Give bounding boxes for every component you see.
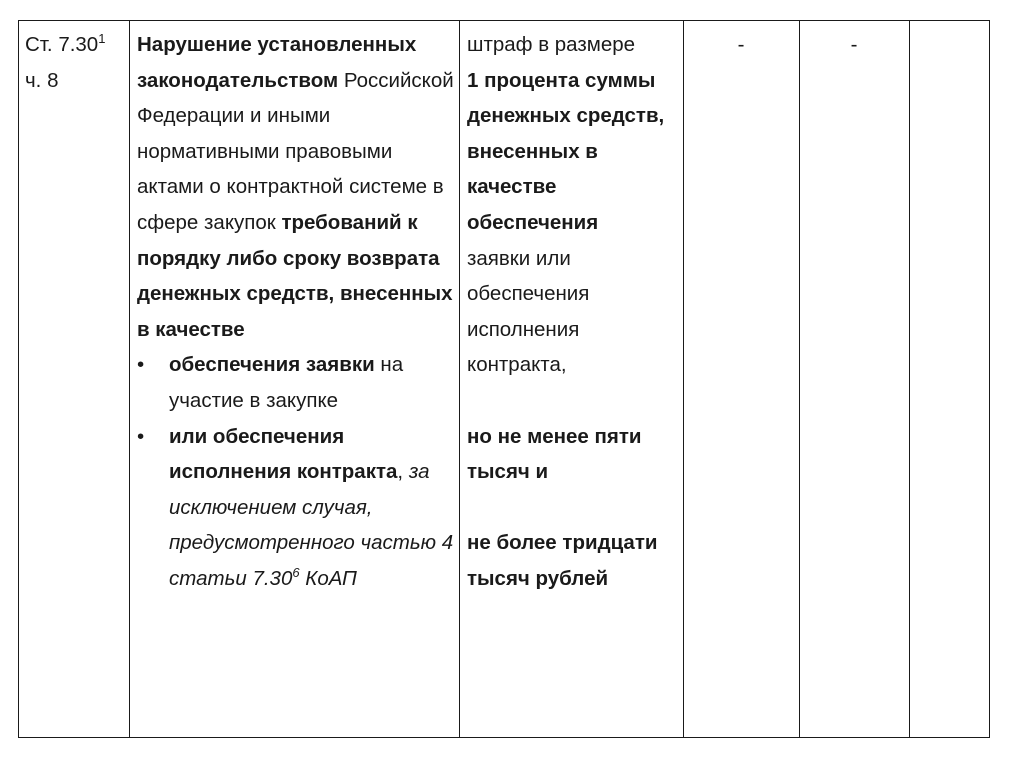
column5-cell: -: [850, 33, 858, 56]
bullet2-bold: или обеспечения исполнения контракта: [169, 424, 398, 484]
violation-bold-lead: Нарушение установленных законодательством: [137, 33, 417, 92]
violation-bold-main: требований к порядку либо сроку возврата денежных средств, внесенных в качестве: [137, 210, 453, 341]
bullet1-bold: обеспечения заявки: [169, 353, 375, 377]
penalty-bold-percent: 1 процента суммы денежных средств, внесенных в качестве обеспечения: [467, 68, 665, 234]
penalty-plain-2: заявки или обеспечения исполнения контракта,: [467, 246, 590, 377]
bullet-icon: •: [137, 353, 145, 377]
bullet-icon: •: [137, 424, 145, 448]
penalty-minimum: но не менее пяти тысяч и: [467, 424, 642, 484]
penalty-cell: [467, 27, 679, 597]
violation-plain-text: Российской Федерации и иными нормативными правовыми актами о контрактной системе в сфере закупок: [137, 68, 454, 234]
legal-table: [18, 20, 990, 738]
violation-description: [137, 27, 455, 347]
bullet1-plain: на участие в закупке: [169, 353, 404, 412]
article-number: Ст. 7.30$^1$: [25, 31, 106, 56]
column-divider: [129, 21, 130, 737]
column-divider: [683, 21, 684, 737]
column-divider: [909, 21, 910, 737]
exception-text: за исключением случая, предусмотренного частью 4 статьи 7.30$^6$ КоАП: [169, 460, 454, 590]
article-cell: [25, 27, 125, 98]
bullet-item: [137, 347, 455, 418]
violation-cell: [137, 27, 455, 597]
penalty-maximum: не более тридцати тысяч рублей: [467, 531, 658, 590]
column4-cell: -: [737, 33, 745, 56]
column-divider: [799, 21, 800, 737]
bullet-item: [137, 419, 455, 597]
column-divider: [459, 21, 460, 737]
penalty-plain: штраф в размере: [467, 33, 636, 56]
bullet2-comma: ,: [397, 460, 404, 484]
article-part: ч. 8: [25, 68, 59, 92]
